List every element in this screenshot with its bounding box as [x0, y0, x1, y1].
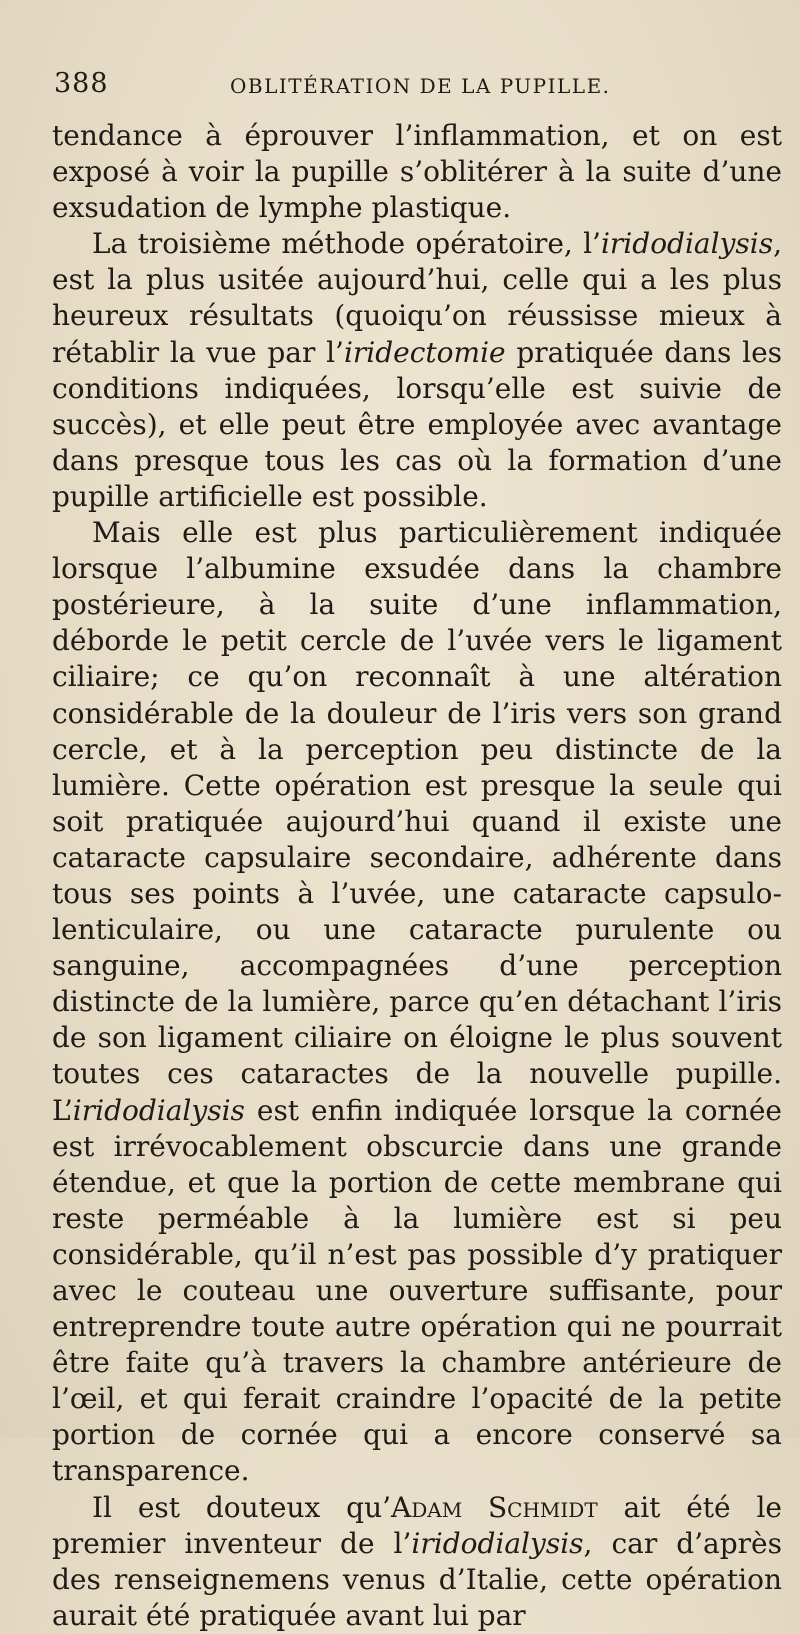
paragraph-4-text-b: ait été le premier inventeur de l’ — [52, 1490, 782, 1560]
paragraph-4-text-a: Il est douteux qu’ — [92, 1490, 391, 1524]
body-text — [52, 118, 782, 1634]
paragraph-1 — [52, 118, 782, 226]
paragraph-2-text-b: , est la plus usitée aujourd’hui, celle qui a les plus heureux résultats (quoiqu’on réussisse mieux à rétablir la vue par l’ — [52, 227, 782, 369]
paragraph-3 — [52, 515, 782, 1490]
paragraph-3-text-a: Mais elle est plus particulièrement indiquée lorsque l’albumine exsudée dans la chambre postérieure, à la suite d’une inflammation, déborde le petit cercle de l’uvée vers le ligament ciliaire; ce qu’on reconnaît à une altération considérable de la douleur de l’iris vers son grand cercle, et à la perception peu distincte de la lumière. Cette opération est presque la seule qui soit pratiquée aujourd’hui quand il existe une cataracte capsulaire secondaire, adhérente dans tous ses points à l’uvée, une cataracte capsulo-lenticulaire, ou une cataracte purulente ou sanguine, accompagnées d’une perception distincte de la lumière, parce qu’en détachant l’iris de son ligament ciliaire on éloigne le plus souvent toutes ces cataractes de la nouvelle pupille. L’ — [52, 516, 782, 1127]
paragraph-1-text: tendance à éprouver l’inflammation, et on est exposé à voir la pupille s’oblitérer à la suite d’une exsudation de lymphe plastique. — [52, 119, 782, 225]
paragraph-4-italic-a: iridodialysis — [411, 1526, 584, 1560]
paragraph-4-author-name: Adam Schmidt — [391, 1490, 598, 1524]
page-content — [52, 62, 782, 1634]
paragraph-4-text-c: , car d’après des renseignemens venus d’Italie, cette opération aurait été pratiquée avant lui par — [52, 1526, 782, 1632]
paragraph-2-italic-b: iridectomie — [343, 335, 506, 369]
running-title: OBLITÉRATION DE LA PUPILLE. — [230, 74, 611, 98]
paragraph-2-text-a: La troisième méthode opératoire, l’ — [92, 227, 601, 261]
page-header — [52, 62, 782, 118]
paragraph-2-text-c: pratiquée dans les conditions indiquées, lorsqu’elle est suivie de succès), et elle peut être employée avec avantage dans presque tous les cas où la formation d’une pupille artificielle est possible. — [52, 335, 783, 513]
paragraph-2 — [52, 226, 782, 515]
paragraph-3-text-b: est enfin indiquée lorsque la cornée est irrévocablement obscurcie dans une grande étendue, et que la portion de cette membrane qui reste perméable à la lumière est si peu considérable, qu’il n’est pas possible d’y pratiquer avec le couteau une ouverture suffisante, pour entreprendre toute autre opération qui ne pourrait être faite qu’à travers la chambre antérieure de l’œil, et qui ferait craindre l’opacité de la petite portion de cornée qui a encore conservé sa transparence. — [52, 1093, 782, 1488]
paragraph-3-italic-a: iridodialysis — [72, 1093, 245, 1127]
paragraph-4 — [52, 1490, 782, 1634]
page-number: 388 — [54, 68, 109, 99]
paragraph-2-italic-a: iridodialysis — [600, 227, 774, 261]
